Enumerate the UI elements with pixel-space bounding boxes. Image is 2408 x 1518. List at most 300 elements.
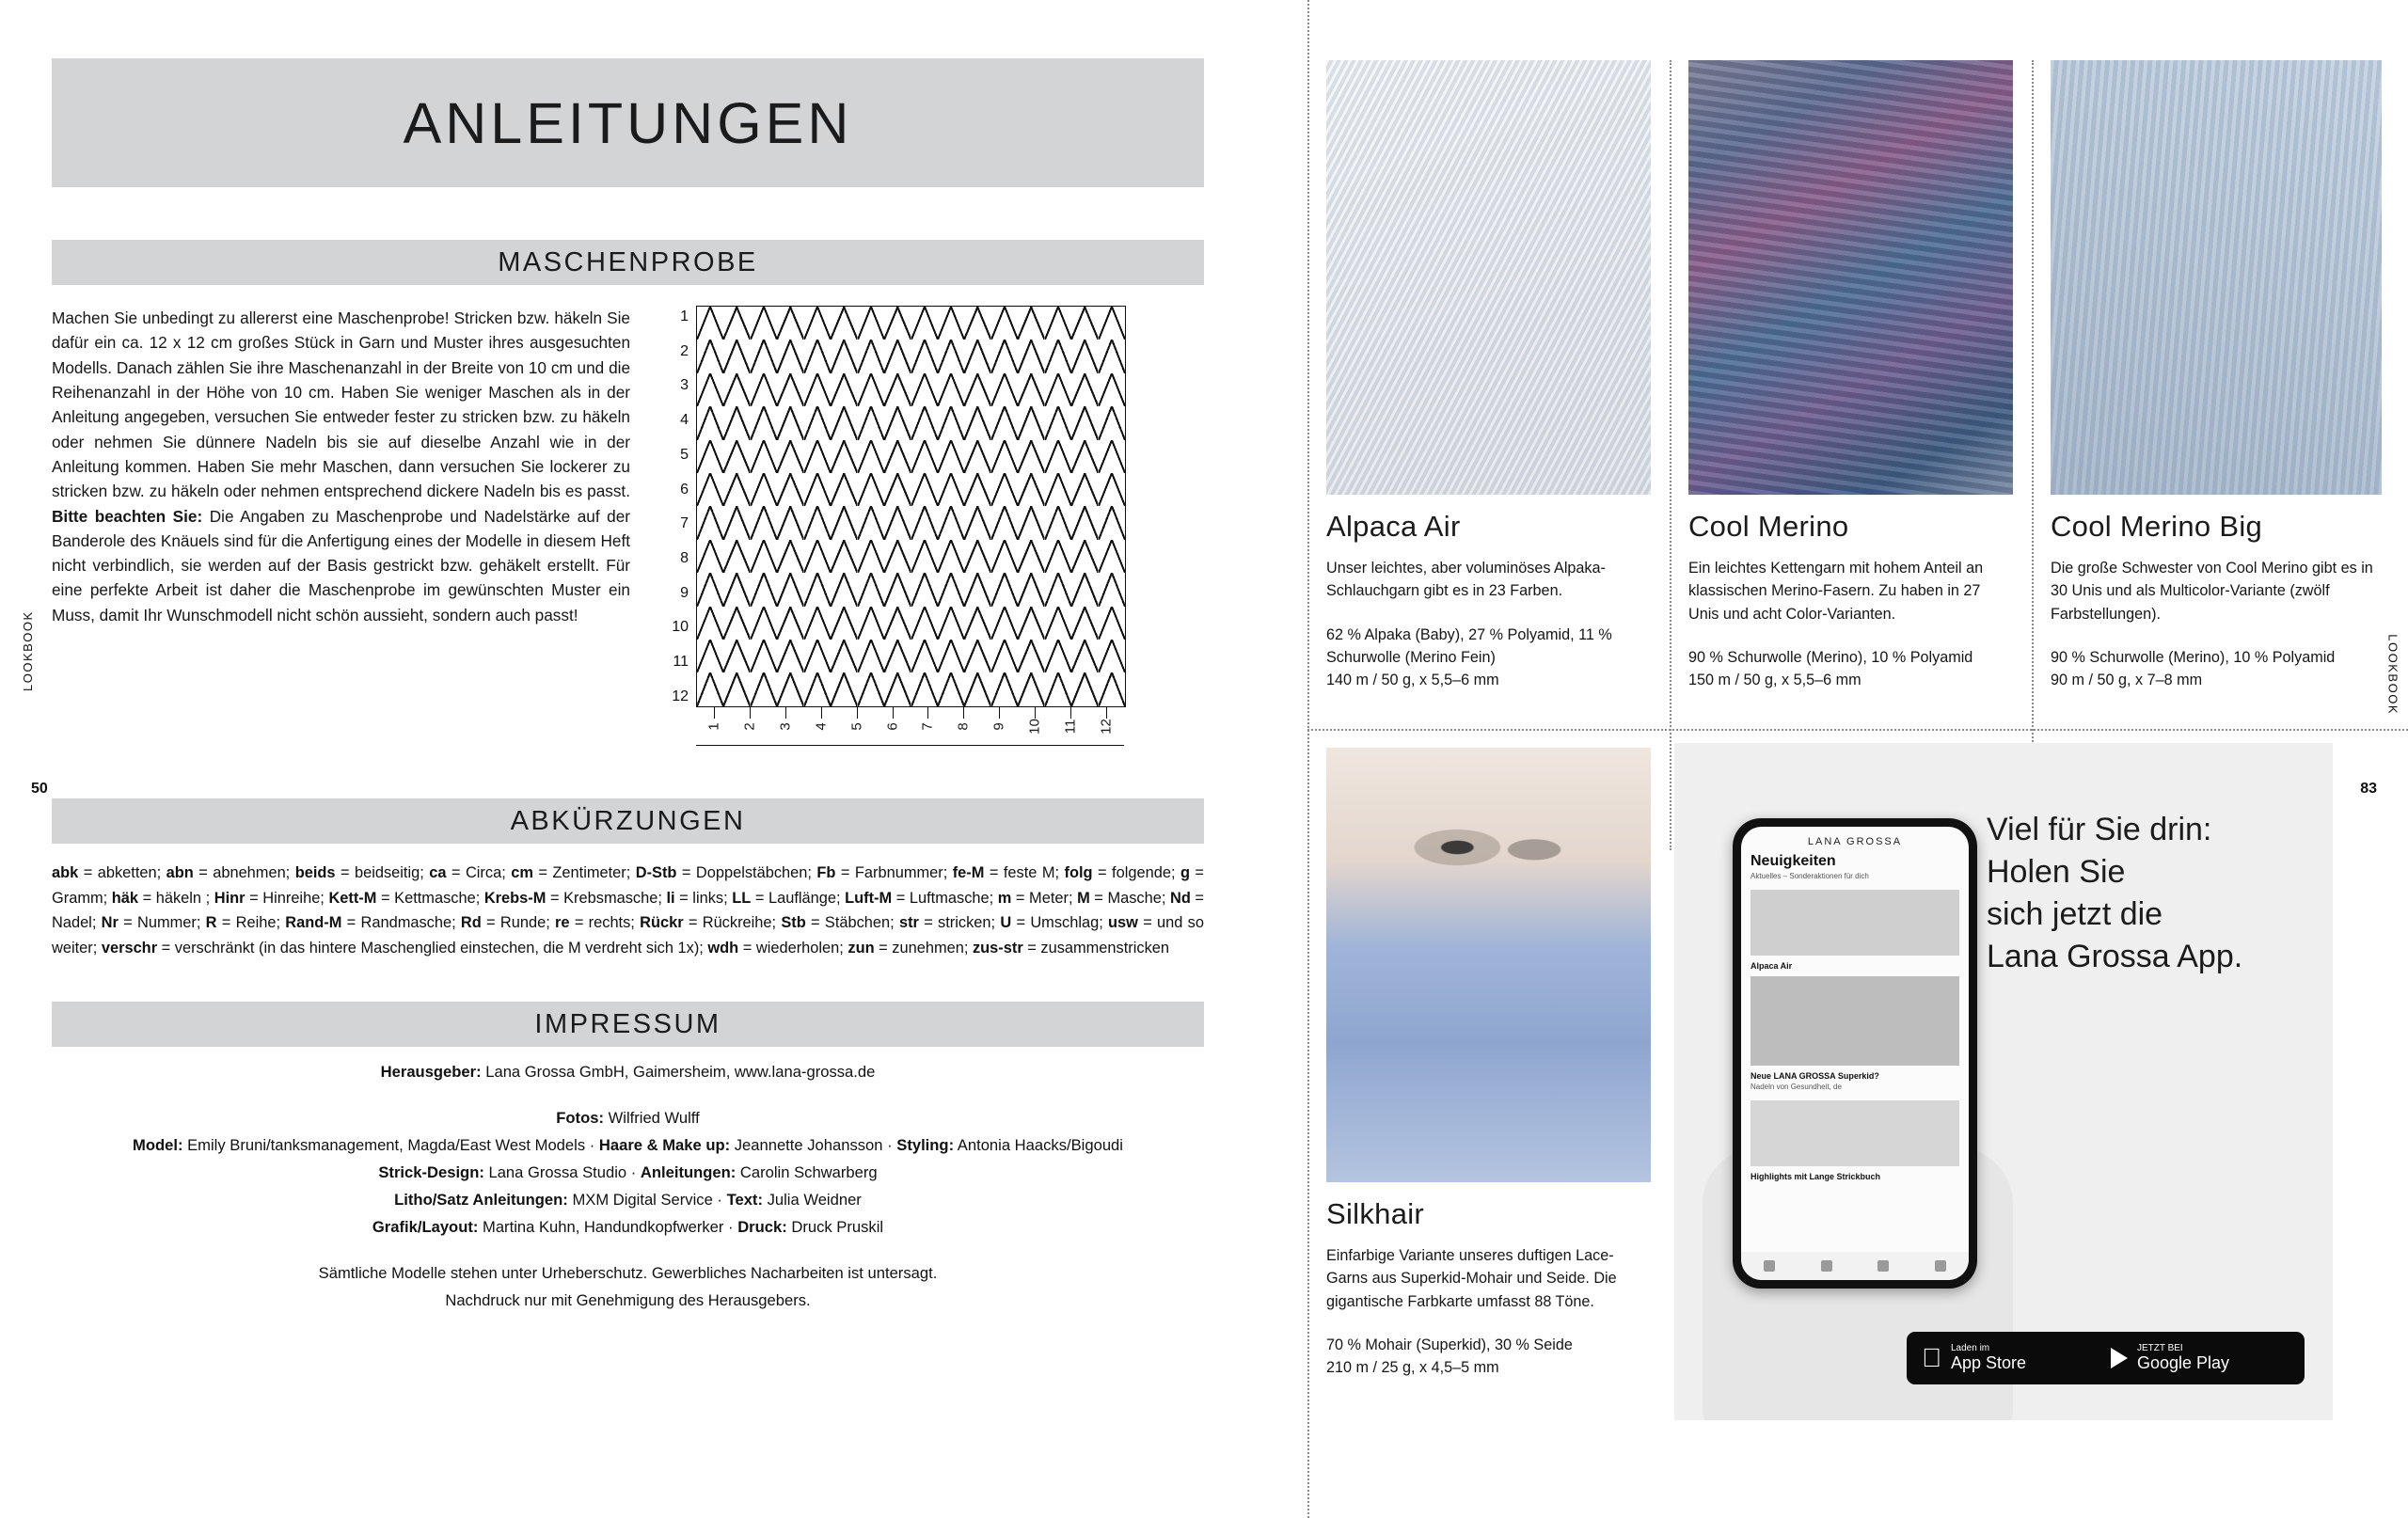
abbreviation-definition: = wiederholen;	[738, 939, 848, 957]
knit-stitch	[911, 307, 938, 340]
knit-stitch	[751, 640, 777, 672]
impressum-grafik-value: Martina Kuhn, Handundkopfwerker ·	[478, 1218, 738, 1237]
star-icon[interactable]	[1935, 1260, 1946, 1272]
abbreviation-term: abk	[52, 864, 79, 881]
knit-stitch	[697, 406, 723, 439]
abbreviation-definition: = Reihe;	[216, 914, 286, 932]
yarn-card-alpaca-air[interactable]	[1326, 60, 1651, 691]
abbreviation-definition: = abnehmen;	[193, 864, 295, 881]
alpaca-air-composition: 62 % Alpaka (Baby), 27 % Polyamid, 11 % Schurwolle (Merino Fein)	[1326, 625, 1612, 666]
impressum-fotos-value: Wilfried Wulff	[603, 1109, 700, 1128]
abbreviation-definition: = links;	[674, 889, 733, 907]
app-news-card-1-label: Alpaca Air	[1751, 961, 1793, 971]
knit-stitch	[723, 473, 750, 506]
knit-stitch	[777, 573, 803, 606]
knit-stitch	[964, 373, 990, 406]
abbreviation-definition: = Umschlag;	[1011, 914, 1109, 932]
knit-stitch	[858, 672, 884, 705]
knit-stitch	[751, 672, 777, 705]
abbreviation-term: zus-str	[972, 939, 1023, 957]
row-ruler-tick-6: 6	[680, 481, 689, 498]
abbreviation-term: Rd	[460, 914, 482, 932]
knit-stitch	[991, 473, 1018, 506]
knit-stitch	[858, 373, 884, 406]
knit-stitch	[804, 406, 831, 439]
impressum-anleitungen-label: Anleitungen:	[640, 1163, 737, 1182]
promo-headline-line-2: Holen Sie	[1987, 853, 2126, 890]
yarn-card-cool-merino-big[interactable]	[2051, 60, 2382, 691]
knit-stitch	[884, 473, 911, 506]
yarn-row-divider	[1307, 729, 2408, 731]
abbreviation-definition: = Nummer;	[118, 914, 206, 932]
col-ruler-tickmark	[963, 707, 964, 719]
alpaca-air-description: Unser leichtes, aber voluminöses Alpaka-Schlauchgarn gibt es in 23 Farben.	[1326, 560, 1606, 600]
knit-stitch	[1045, 473, 1071, 506]
grid-icon[interactable]	[1821, 1260, 1832, 1272]
abbreviation-definition: = verschränkt (in das hintere Maschenglied einstechen, die M verdreht sich 1x);	[157, 939, 708, 957]
knit-stitch	[751, 573, 777, 606]
impressum-makeup-value: Jeannette Johansson ·	[730, 1136, 897, 1155]
knit-stitch	[831, 640, 857, 672]
abbreviation-term: Rand-M	[285, 914, 342, 932]
cool-merino-big-photo	[2051, 60, 2382, 495]
knit-stitch	[938, 607, 964, 640]
abbreviation-definition: = abketten;	[78, 864, 166, 881]
abbreviation-term: Stb	[781, 914, 806, 932]
knit-stitch	[911, 540, 938, 573]
knit-stitch	[697, 540, 723, 573]
alpaca-air-specs	[1326, 624, 1651, 692]
knit-stitch	[884, 672, 911, 705]
alpaca-air-photo	[1326, 60, 1651, 495]
knit-stitch	[777, 540, 803, 573]
needle-icon: x	[1419, 672, 1428, 689]
knit-stitch	[723, 672, 750, 705]
knit-stitch	[1071, 307, 1098, 340]
knit-row	[697, 640, 1125, 672]
col-ruler-tick-5: 5	[848, 722, 865, 731]
knit-stitch	[831, 473, 857, 506]
impressum-line-litho	[52, 1186, 1204, 1213]
row-ruler-tick-2: 2	[680, 342, 689, 359]
knit-stitch	[858, 473, 884, 506]
abbreviation-definition: = Nadel;	[52, 889, 1204, 932]
knit-row	[697, 540, 1125, 573]
knit-stitch	[1018, 340, 1044, 372]
app-store-text	[1931, 1343, 2026, 1373]
knit-stitch	[858, 607, 884, 640]
knit-stitch	[697, 373, 723, 406]
knit-stitch	[858, 340, 884, 372]
knit-stitch	[697, 340, 723, 372]
app-store-badge[interactable]	[1907, 1332, 2111, 1384]
abbreviation-term: Kett-M	[328, 889, 377, 907]
silkhair-title: Silkhair	[1326, 1197, 1425, 1230]
app-news-card-2	[1751, 976, 1959, 1066]
needle-icon: x	[1782, 672, 1790, 689]
knit-stitch	[1018, 607, 1044, 640]
knit-stitch	[991, 672, 1018, 705]
abbreviation-definition: = folgende;	[1092, 864, 1180, 881]
app-news-card-3	[1751, 1100, 1959, 1166]
abbreviation-term: Hinr	[214, 889, 246, 907]
knit-stitch	[751, 307, 777, 340]
knit-stitch	[751, 373, 777, 406]
knit-stitch	[831, 607, 857, 640]
knit-stitch	[831, 440, 857, 473]
knit-stitch	[804, 540, 831, 573]
knit-stitch	[1099, 340, 1125, 372]
google-play-big-label: Google Play	[2137, 1353, 2230, 1373]
app-news-card-2-sub: Nadeln von Gesundheit, de	[1751, 1083, 1842, 1091]
abbreviation-term: verschr	[101, 939, 158, 957]
knit-stitch	[804, 340, 831, 372]
yarn-card-cool-merino[interactable]	[1688, 60, 2013, 691]
phone-screen	[1741, 827, 1969, 1280]
knit-stitch	[858, 640, 884, 672]
knit-stitch	[964, 473, 990, 506]
knit-stitch	[884, 607, 911, 640]
needle-icon: x	[1419, 1359, 1428, 1377]
knit-stitch	[777, 340, 803, 372]
knit-stitch	[858, 307, 884, 340]
impressum-styling-label: Styling:	[896, 1136, 955, 1155]
abbreviation-term: ca	[429, 864, 447, 881]
google-play-icon	[2111, 1348, 2128, 1368]
col-ruler-tick-12: 12	[1098, 719, 1115, 735]
knit-stitch	[1099, 373, 1125, 406]
abbreviation-definition: = Luftmasche;	[892, 889, 998, 907]
knit-stitch	[751, 473, 777, 506]
row-ruler-tick-9: 9	[680, 584, 689, 601]
knit-stitch	[751, 440, 777, 473]
knit-stitch	[991, 340, 1018, 372]
app-promo-ad[interactable]	[1674, 743, 2333, 1420]
impressum-model-label: Model:	[133, 1136, 183, 1155]
cool-merino-big-title: Cool Merino Big	[2051, 510, 2263, 543]
knit-stitch	[964, 440, 990, 473]
impressum-heading-text: IMPRESSUM	[534, 1008, 721, 1039]
knit-stitch	[804, 506, 831, 539]
knit-row	[697, 607, 1125, 640]
knit-stitch	[858, 573, 884, 606]
abbreviation-definition: = Hinreihe;	[245, 889, 329, 907]
knit-stitch	[1018, 540, 1044, 573]
maschenprobe-body	[52, 306, 630, 627]
knit-stitch	[1071, 373, 1098, 406]
knit-stitch	[1099, 307, 1125, 340]
knit-stitch	[1099, 406, 1125, 439]
app-promo-headline	[1987, 809, 2297, 978]
abbreviation-term: Krebs-M	[483, 889, 547, 907]
impressum-styling-value: Antonia Haacks/Bigoudi	[954, 1136, 1123, 1155]
knit-stitch	[884, 540, 911, 573]
knit-stitch	[804, 473, 831, 506]
impressum-druck-label: Druck:	[737, 1218, 787, 1237]
app-store-big-label: App Store	[1931, 1353, 2007, 1373]
knit-stitch	[777, 607, 803, 640]
knit-stitch	[723, 573, 750, 606]
knit-stitch	[1018, 307, 1044, 340]
knit-stitch	[804, 672, 831, 705]
impressum-line-strickdesign	[52, 1159, 1204, 1186]
impressum-makeup-label: Haare & Make up:	[598, 1136, 731, 1155]
knit-stitch	[723, 307, 750, 340]
needle-icon: x	[2134, 672, 2144, 689]
maschenprobe-note-bold: Bitte beachten Sie:	[52, 506, 203, 526]
abbreviation-definition: = zusammenstricken	[1022, 939, 1170, 957]
knit-stitch	[938, 573, 964, 606]
maschenprobe-heading-text: MASCHENPROBE	[498, 246, 758, 277]
abbreviation-term: häk	[111, 889, 139, 907]
knit-stitch	[723, 640, 750, 672]
google-play-text	[2137, 1343, 2229, 1373]
knit-stitch	[777, 307, 803, 340]
knit-stitch	[777, 440, 803, 473]
abbreviation-definition: = Kettmasche;	[376, 889, 484, 907]
home-icon[interactable]	[1764, 1260, 1775, 1272]
impressum-line-fotos	[52, 1104, 1204, 1131]
row-ruler-tick-10: 10	[672, 619, 689, 636]
abbreviation-term: usw	[1108, 914, 1138, 932]
knit-stitch	[804, 440, 831, 473]
knit-stitch	[751, 607, 777, 640]
knit-stitch	[884, 406, 911, 439]
cool-merino-description: Ein leichtes Kettengarn mit hohem Anteil an klassischen Merino-Fasern. Zu haben in 27 Unis und acht Color-Varianten.	[1688, 560, 1984, 623]
cool-merino-needle-value: 5,5–6 mm	[1793, 672, 1861, 689]
google-play-badge[interactable]	[2096, 1332, 2305, 1384]
impressum-text-value: Julia Weidner	[762, 1191, 862, 1210]
knit-stitch	[911, 672, 938, 705]
yarn-column-divider-1	[1670, 60, 1671, 850]
knit-stitch	[991, 540, 1018, 573]
knit-stitch	[1071, 440, 1098, 473]
knit-stitch	[884, 506, 911, 539]
abbreviation-term: m	[997, 889, 1012, 907]
impressum-copyright-1: Sämtliche Modelle stehen unter Urheberschutz. Gewerbliches Nacharbeiten ist untersagt.	[318, 1264, 938, 1283]
knit-stitch	[911, 506, 938, 539]
knit-stitch	[964, 406, 990, 439]
knit-stitch	[1099, 506, 1125, 539]
knit-stitch	[777, 506, 803, 539]
knit-stitch	[884, 307, 911, 340]
impressum-line-model	[52, 1131, 1204, 1159]
knit-stitch	[1071, 506, 1098, 539]
knit-stitch	[1018, 373, 1044, 406]
silkhair-length-weight	[1326, 1356, 1651, 1379]
knit-stitch	[911, 640, 938, 672]
abbreviation-definition: = Rückreihe;	[683, 914, 782, 932]
section-heading-abkuerzungen	[52, 799, 1204, 844]
impressum-litho-value: MXM Digital Service ·	[567, 1191, 727, 1210]
col-ruler-tick-1: 1	[705, 722, 722, 731]
knit-stitch	[697, 440, 723, 473]
knit-stitch	[911, 373, 938, 406]
knit-stitch	[991, 640, 1018, 672]
knit-stitch	[991, 406, 1018, 439]
knit-stitch	[697, 607, 723, 640]
abbreviation-definition: = Stäbchen;	[805, 914, 899, 932]
knit-row	[697, 506, 1125, 539]
col-ruler-tickmark	[714, 707, 715, 719]
knit-stitch	[1099, 573, 1125, 606]
knit-stitch	[697, 672, 723, 705]
abbreviation-definition: = rechts;	[569, 914, 641, 932]
knit-stitch	[751, 540, 777, 573]
knit-row	[697, 672, 1125, 705]
knit-stitch	[964, 672, 990, 705]
knit-stitch	[991, 440, 1018, 473]
knit-stitch	[697, 640, 723, 672]
knit-stitch	[723, 607, 750, 640]
abbreviation-term: li	[666, 889, 675, 907]
knit-stitch	[1045, 672, 1071, 705]
abbreviation-definition: = Lauflänge;	[751, 889, 846, 907]
app-store-small-label: Laden im	[1931, 1343, 1971, 1354]
knit-stitch	[831, 672, 857, 705]
silkhair-composition: 70 % Mohair (Superkid), 30 % Seide	[1326, 1336, 1573, 1353]
knit-stitch	[964, 573, 990, 606]
impressum-model-value: Emily Bruni/tanksmanagement, Magda/East West Models ·	[182, 1136, 599, 1155]
knit-stitch	[884, 440, 911, 473]
knit-stitch	[911, 440, 938, 473]
knit-stitch	[911, 473, 938, 506]
knit-stitch	[777, 473, 803, 506]
knit-stitch	[858, 506, 884, 539]
row-ruler-tick-1: 1	[680, 308, 689, 324]
col-ruler-tickmark	[821, 707, 822, 719]
col-ruler-tick-9: 9	[990, 722, 1007, 731]
promo-headline-line-3: sich jetzt die	[1987, 895, 2163, 932]
maschenprobe-swatch-diagram	[658, 306, 1204, 748]
abbreviation-definition: = stricken;	[918, 914, 1001, 932]
knit-stitch	[1099, 473, 1125, 506]
knit-row	[697, 340, 1125, 372]
abbreviation-definition: = beidseitig;	[335, 864, 430, 881]
knit-stitch	[1099, 672, 1125, 705]
knit-stitch	[991, 506, 1018, 539]
abbreviation-term: Fb	[816, 864, 836, 881]
abbreviation-term: Rückr	[640, 914, 684, 932]
knit-stitch	[831, 373, 857, 406]
cool-merino-big-composition: 90 % Schurwolle (Merino), 10 % Polyamid	[2051, 648, 2336, 666]
col-ruler-tick-3: 3	[777, 722, 794, 731]
knit-stitch	[751, 406, 777, 439]
knit-stitch	[723, 506, 750, 539]
knit-stitch	[938, 473, 964, 506]
knit-stitch	[1018, 406, 1044, 439]
knit-stitch	[1045, 573, 1071, 606]
knit-row	[697, 373, 1125, 406]
knit-stitch	[964, 607, 990, 640]
cool-merino-title: Cool Merino	[1688, 510, 1849, 543]
row-ruler-tick-5: 5	[680, 446, 689, 463]
col-ruler-tick-11: 11	[1062, 719, 1079, 735]
knit-stitch	[911, 573, 938, 606]
knit-stitch	[884, 573, 911, 606]
impressum-anleitungen-value: Carolin Schwarberg	[736, 1163, 878, 1182]
knit-stitch	[938, 506, 964, 539]
abbreviation-term: str	[898, 914, 919, 932]
app-tab-bar[interactable]	[1741, 1252, 1969, 1280]
knit-stitch	[1071, 573, 1098, 606]
yarn-column-divider-2	[2032, 60, 2034, 850]
cool-merino-length-value: 150 m / 50 g,	[1688, 672, 1778, 689]
knit-stitch	[697, 473, 723, 506]
abbreviation-definition: = Zentimeter;	[532, 864, 636, 881]
abbreviation-definition: = Runde;	[481, 914, 556, 932]
abbreviation-term: wdh	[707, 939, 739, 957]
knit-stitch	[697, 573, 723, 606]
promo-headline-line-1: Viel für Sie drin:	[1987, 812, 2212, 847]
abbreviation-term: abn	[166, 864, 194, 881]
knit-stitch	[938, 540, 964, 573]
knit-stitch	[723, 406, 750, 439]
knit-stitch	[723, 440, 750, 473]
yarn-card-silkhair[interactable]	[1326, 748, 1651, 1379]
knit-stitch	[1045, 640, 1071, 672]
knit-stitch	[1018, 573, 1044, 606]
knit-stitch	[1071, 640, 1098, 672]
heart-icon[interactable]	[1877, 1260, 1889, 1272]
cool-merino-big-length-value: 90 m / 50 g,	[2051, 672, 2131, 689]
row-ruler-tick-3: 3	[680, 377, 689, 394]
maschenprobe-body-part1: Machen Sie unbedingt zu allererst eine Maschenprobe! Stricken bzw. häkeln Sie dafür ein ca. 12 x 12 cm großes Stück in Garn und Muster ihres ausgesuchten Modells. Danach zählen Sie ihre Maschenanzahl in der Breite von 10 cm und die Reihenanzahl in der Höhe von 10 cm. Haben Sie weniger Maschen als in der Anleitung angegeben, versuchen Sie entweder fester zu stricken bzw. zu häkeln oder nehmen Sie dünnere Nadeln bis sie auf dieselbe Anzahl wie in der Anleitung kommen. Haben Sie mehr Maschen, dann versuchen Sie lockerer zu stricken bzw. zu häkeln oder nehmen entsprechend dickere Nadeln bis es passt.	[52, 308, 630, 501]
knit-stitch	[938, 640, 964, 672]
impressum-litho-label: Litho/Satz Anleitungen:	[394, 1191, 568, 1210]
col-ruler-tick-2: 2	[741, 722, 758, 731]
row-ruler-tick-8: 8	[680, 550, 689, 567]
col-ruler-tick-8: 8	[955, 722, 972, 731]
spread-gutter-divider	[1307, 0, 1309, 1518]
knit-stitch	[991, 373, 1018, 406]
google-play-small-label: JETZT BEI	[2137, 1343, 2183, 1354]
app-screen-subtitle: Aktuelles – Sonderaktionen für dich	[1751, 872, 1869, 880]
knit-stitch	[884, 340, 911, 372]
impressum-publisher-label: Herausgeber:	[380, 1063, 482, 1081]
side-label-right: LOOKBOOK	[2386, 634, 2400, 715]
abbreviations-list	[52, 861, 1204, 960]
alpaca-air-length-weight	[1326, 669, 1651, 691]
knit-stitch	[831, 540, 857, 573]
knit-stitch	[1045, 540, 1071, 573]
cool-merino-big-needle-value: 7–8 mm	[2147, 672, 2203, 689]
knit-stitch	[884, 373, 911, 406]
abbreviation-definition: = Circa;	[446, 864, 512, 881]
col-ruler-tick-10: 10	[1026, 719, 1043, 735]
abbreviation-term: zun	[848, 939, 875, 957]
abbreviation-definition: = Randmasche;	[341, 914, 461, 932]
knit-stitch	[858, 406, 884, 439]
knit-stitch	[723, 373, 750, 406]
app-news-card-3-label: Highlights mit Lange Strickbuch	[1751, 1172, 1881, 1181]
page-number-left: 50	[31, 781, 48, 797]
silkhair-photo	[1326, 748, 1651, 1182]
knit-stitch	[1045, 607, 1071, 640]
impressum-druck-value: Druck Pruskil	[786, 1218, 884, 1237]
knit-stitch	[938, 440, 964, 473]
impressum-copyright-2: Nachdruck nur mit Genehmigung des Herausgebers.	[445, 1291, 811, 1310]
impressum-fotos-label: Fotos:	[556, 1109, 604, 1128]
knit-stitch	[1099, 540, 1125, 573]
abbreviation-definition: = feste M;	[984, 864, 1065, 881]
knit-stitch	[831, 573, 857, 606]
app-news-card-2-label: Neue LANA GROSSA Superkid?	[1751, 1071, 1879, 1081]
abbreviation-definition: = Gramm;	[52, 864, 1204, 907]
cool-merino-specs	[1688, 646, 2013, 692]
knit-stitch	[831, 406, 857, 439]
knit-row	[697, 307, 1125, 340]
